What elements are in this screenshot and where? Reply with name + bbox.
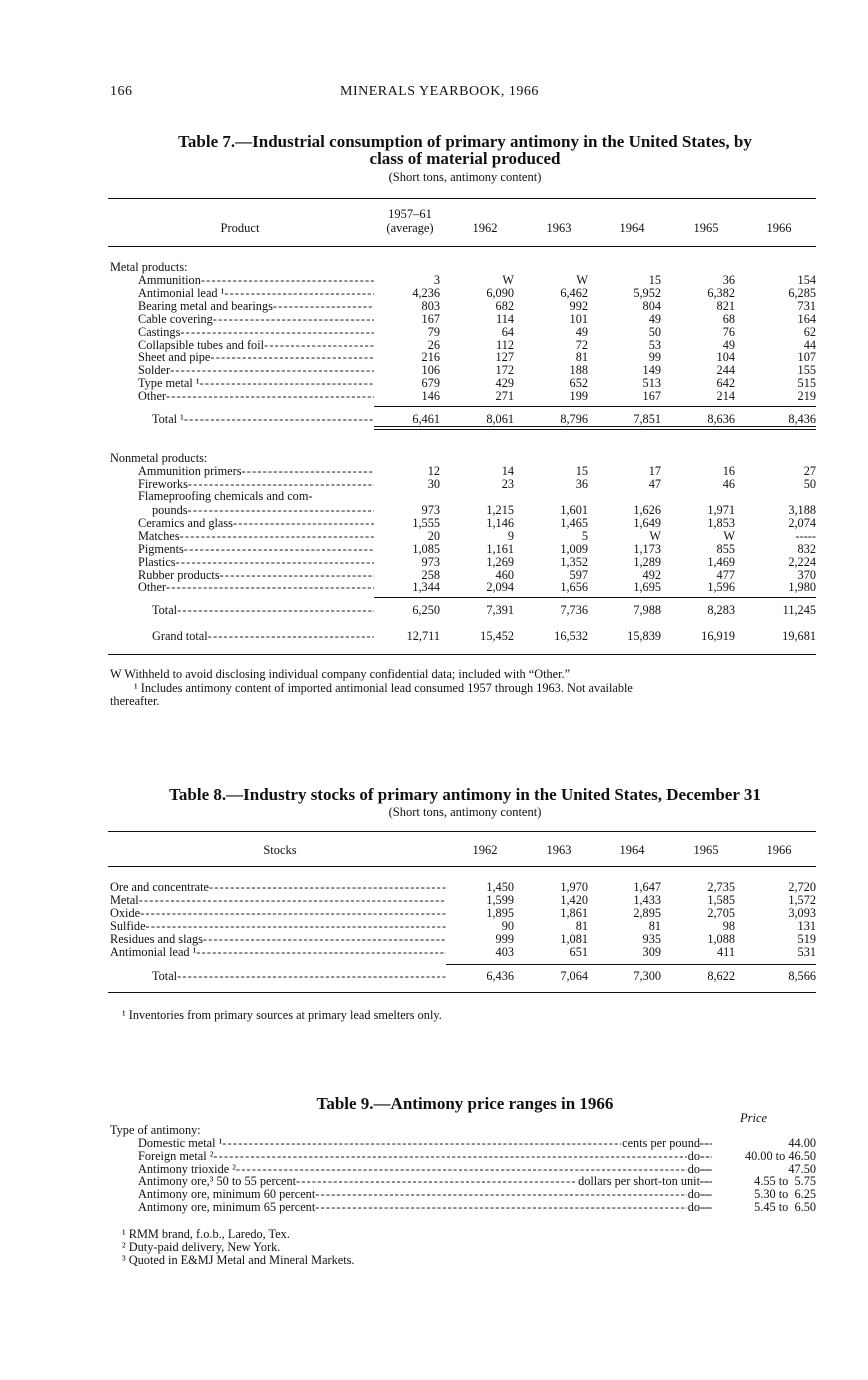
table8-total-rule <box>446 964 816 965</box>
row-value: 515 <box>797 376 816 391</box>
row-label: Bearing metal and bearings ----- <box>138 300 374 313</box>
row-value: 8,436 <box>788 412 816 426</box>
row-value: 49 <box>575 324 588 339</box>
row-value: 167 <box>642 389 661 404</box>
row-value: 7,736 <box>560 603 588 617</box>
row-label: Ore and concentrate ----- <box>110 881 446 894</box>
row-value: 81 <box>648 918 661 933</box>
row-value: 1,585 <box>707 892 735 907</box>
table7-col-product: Product <box>220 221 260 235</box>
row-value: 411 <box>717 944 735 959</box>
table7-col-avg-line2: (average) <box>386 221 434 235</box>
row-label: Antimonial lead ¹ ----- <box>138 287 374 300</box>
row-value: 477 <box>716 568 735 582</box>
row-value: 992 <box>569 298 588 313</box>
row-label: Oxide ----- <box>110 907 446 920</box>
table7-metal-heading: Metal products: <box>110 260 188 274</box>
row-value: 114 <box>496 311 514 326</box>
row-value: 821 <box>716 298 735 313</box>
row-value: 1,433 <box>633 892 661 907</box>
price-value: 5.30 to 6.25 <box>754 1187 816 1202</box>
row-value: 47 <box>648 477 661 491</box>
row-value: 50 <box>648 324 661 339</box>
row-value: 1,009 <box>560 542 588 556</box>
table7-flameproofing-line1: Flameproofing chemicals and com- <box>138 489 313 503</box>
row-value: 2,735 <box>707 880 735 894</box>
row-value: 731 <box>797 298 816 313</box>
row-label: Ceramics and glass ----- <box>138 517 374 530</box>
table8-title: Table 8.—Industry stocks of primary antimony in the United States, December 31 <box>169 785 761 804</box>
row-label: Sheet and pipe ----- <box>138 351 374 364</box>
price-value: 40.00 to 46.50 <box>744 1148 816 1163</box>
row-value: 6,090 <box>486 285 514 300</box>
row-label: Other ----- <box>138 390 374 403</box>
row-value: 1,572 <box>788 892 816 907</box>
row-value: 271 <box>495 389 514 404</box>
table9-footnote: ³ Quoted in E&MJ Metal and Mineral Markets. <box>122 1253 355 1267</box>
row-value: 188 <box>569 363 588 378</box>
table7-col-1962: 1962 <box>472 221 498 235</box>
row-value: 804 <box>642 298 661 313</box>
row-value: 6,285 <box>788 285 816 300</box>
row-value: 101 <box>569 311 588 326</box>
row-label: Solder ----- <box>138 364 374 377</box>
row-value: 172 <box>495 363 514 378</box>
row-value: 1,161 <box>486 542 514 556</box>
row-value: 15,452 <box>480 629 514 643</box>
row-value: 164 <box>797 311 816 326</box>
row-value: 642 <box>716 376 735 391</box>
row-value: 2,074 <box>788 516 816 530</box>
table9-footnote: ² Duty-paid delivery, New York. <box>122 1240 281 1254</box>
table8-col-1962: 1962 <box>472 843 498 857</box>
row-value: 30 <box>427 477 440 491</box>
table7-footnote-1-line2: thereafter. <box>110 694 160 708</box>
row-value: 199 <box>569 389 588 404</box>
row-label: Total ----- <box>152 604 374 617</box>
table7-subtitle: (Short tons, antimony content) <box>388 170 542 184</box>
row-label: Sulfide ----- <box>110 920 446 933</box>
row-value: 7,851 <box>633 412 661 426</box>
row-value: 19,681 <box>782 629 816 643</box>
row-value: 49 <box>648 311 661 326</box>
row-value: 2,720 <box>788 880 816 894</box>
row-value: 154 <box>797 273 816 287</box>
table7-col-1965: 1965 <box>693 221 719 235</box>
row-value: 98 <box>722 918 735 933</box>
row-value: W <box>576 273 588 287</box>
row-value: 6,436 <box>486 969 514 983</box>
table8-subtitle: (Short tons, antimony content) <box>388 805 542 819</box>
row-value: 8,796 <box>560 412 588 426</box>
row-value: 1,269 <box>486 555 514 569</box>
row-label: Residues and slags ----- <box>110 933 446 946</box>
price-label: Antimony ore,³ 50 to 55 percent ----- <box>138 1175 712 1188</box>
price-unit: cents per pound <box>622 1136 700 1150</box>
row-value: 531 <box>797 944 816 959</box>
price-label: Antimony ore, minimum 60 percent ----- <box>138 1188 712 1201</box>
table7-col-1964: 1964 <box>619 221 645 235</box>
row-value: 16 <box>722 464 735 478</box>
row-value: W <box>502 273 514 287</box>
row-label: Matches ----- <box>138 530 374 543</box>
row-value: 3,188 <box>788 503 816 517</box>
row-value: 107 <box>797 350 816 365</box>
row-value: 6,250 <box>412 603 440 617</box>
row-value: 76 <box>722 324 735 339</box>
row-value: 1,352 <box>560 555 588 569</box>
table9-title: Table 9.—Antimony price ranges in 1966 <box>316 1094 614 1113</box>
table7-col-1966: 1966 <box>766 221 792 235</box>
price-unit: do <box>687 1187 700 1202</box>
row-label: Total ----- <box>152 970 446 983</box>
price-unit-leader <box>700 1137 712 1150</box>
row-value: 1,895 <box>486 905 514 920</box>
row-value: 519 <box>797 931 816 946</box>
row-value: 1,649 <box>633 516 661 530</box>
row-value: 1,626 <box>633 503 661 517</box>
row-value: 4,236 <box>412 285 440 300</box>
price-label: Antimony trioxide ² ----- <box>138 1163 712 1176</box>
row-value: 16,532 <box>554 629 588 643</box>
row-value: 2,705 <box>707 905 735 920</box>
running-head: MINERALS YEARBOOK, 1966 <box>340 84 539 99</box>
row-value: 16,919 <box>701 629 735 643</box>
table8-col-1963: 1963 <box>546 843 572 857</box>
row-value: 8,636 <box>707 412 735 426</box>
row-value: 652 <box>569 376 588 391</box>
price-label: Domestic metal ¹ ----- <box>138 1137 712 1150</box>
row-value: 1,970 <box>560 880 588 894</box>
row-value: 244 <box>716 363 735 378</box>
row-value: 6,462 <box>560 285 588 300</box>
table9-price-header: Price <box>740 1111 768 1125</box>
table7-nonmetal-heading: Nonmetal products: <box>110 451 208 465</box>
row-value: 2,224 <box>788 555 816 569</box>
row-value: 855 <box>716 542 735 556</box>
row-value: 1,601 <box>560 503 588 517</box>
row-value: W <box>723 529 735 543</box>
price-label: Foreign metal ² ----- <box>138 1150 712 1163</box>
row-value: 429 <box>495 376 514 391</box>
table8-col-1964: 1964 <box>619 843 645 857</box>
row-label: Antimonial lead ¹ ----- <box>110 946 446 959</box>
price-value: 44.00 <box>788 1136 816 1150</box>
row-value: 216 <box>421 350 440 365</box>
row-value: 112 <box>496 337 514 352</box>
row-label: Castings ----- <box>138 326 374 339</box>
row-label: Ammunition ----- <box>138 274 374 287</box>
row-value: 9 <box>507 529 514 543</box>
row-value: 258 <box>421 568 440 582</box>
row-value: 5 <box>581 529 588 543</box>
row-value: 1,146 <box>486 516 514 530</box>
row-value: 79 <box>427 324 440 339</box>
row-value: 1,596 <box>707 580 735 594</box>
row-value: 6,382 <box>707 285 735 300</box>
row-value: 1,853 <box>707 516 735 530</box>
row-value: 1,085 <box>412 542 440 556</box>
price-value: 4.55 to 5.75 <box>754 1174 816 1189</box>
row-value: 7,988 <box>633 603 661 617</box>
row-value: ----- <box>795 529 816 543</box>
row-value: 49 <box>722 337 735 352</box>
row-value: 513 <box>642 376 661 391</box>
row-label: Type metal ¹ ----- <box>138 377 374 390</box>
row-value: 1,656 <box>560 580 588 594</box>
row-label: Pigments ----- <box>138 543 374 556</box>
price-value: 5.45 to 6.50 <box>754 1200 816 1214</box>
row-value: 370 <box>797 568 816 582</box>
table8-top-rule <box>108 831 816 832</box>
row-value: 1,599 <box>486 892 514 907</box>
row-value: 1,555 <box>412 516 440 530</box>
row-value: 999 <box>495 931 514 946</box>
row-label: Collapsible tubes and foil ----- <box>138 339 374 352</box>
row-value: 1,695 <box>633 580 661 594</box>
table8-bottom-rule <box>108 992 816 993</box>
row-value: W <box>649 529 661 543</box>
price-unit: do <box>687 1161 700 1176</box>
row-value: 36 <box>575 477 588 491</box>
price-unit-leader <box>700 1150 712 1163</box>
row-value: 1,861 <box>560 905 588 920</box>
row-value: 127 <box>495 350 514 365</box>
table7-footnote-w: W Withheld to avoid disclosing individual company confidential data; included with “Other.” <box>110 667 571 681</box>
row-value: 7,064 <box>560 969 588 983</box>
table9-type-heading: Type of antimony: <box>110 1123 201 1137</box>
price-unit-leader <box>700 1201 712 1214</box>
row-label: Total ¹ ----- <box>152 413 374 426</box>
row-value: 90 <box>501 918 514 933</box>
row-value: 12,711 <box>406 629 440 643</box>
table7-title-line2: class of material produced <box>369 149 561 168</box>
table7-nonmetal-total-rule <box>374 597 816 598</box>
row-value: 1,081 <box>560 931 588 946</box>
row-label: Other ----- <box>138 581 374 594</box>
row-value: 14 <box>501 464 514 478</box>
row-value: 23 <box>501 477 514 491</box>
row-value: 64 <box>501 324 514 339</box>
page-number: 166 <box>110 84 133 99</box>
row-label: Rubber products ----- <box>138 569 374 582</box>
row-value: 7,391 <box>486 603 514 617</box>
row-value: 11,245 <box>782 603 816 617</box>
row-value: 1,980 <box>788 580 816 594</box>
row-value: 27 <box>803 464 816 478</box>
price-unit-leader <box>700 1175 712 1188</box>
table7-footnote-1-line1: ¹ Includes antimony content of imported antimonial lead consumed 1957 through 1963. Not available <box>134 681 633 695</box>
row-value: 682 <box>495 298 514 313</box>
row-value: 104 <box>716 350 735 365</box>
row-value: 1,344 <box>412 580 440 594</box>
row-value: 1,088 <box>707 931 735 946</box>
row-value: 1,465 <box>560 516 588 530</box>
price-label: Antimony ore, minimum 65 percent ----- <box>138 1201 712 1214</box>
row-value: 53 <box>648 337 661 352</box>
row-value: 167 <box>421 311 440 326</box>
row-value: 973 <box>421 555 440 569</box>
row-value: 15 <box>575 464 588 478</box>
row-value: 20 <box>427 529 440 543</box>
row-value: 973 <box>421 503 440 517</box>
row-label: Fireworks ----- <box>138 478 374 491</box>
price-unit: do <box>687 1200 700 1214</box>
row-value: 1,215 <box>486 503 514 517</box>
row-value: 6,461 <box>412 412 440 426</box>
row-value: 1,173 <box>633 542 661 556</box>
table7-header-rule <box>108 246 816 247</box>
row-value: 1,971 <box>707 503 735 517</box>
row-label: pounds ----- <box>152 504 374 517</box>
row-value: 1,469 <box>707 555 735 569</box>
row-value: 3,093 <box>788 905 816 920</box>
row-value: 62 <box>803 324 816 339</box>
row-value: 935 <box>642 931 661 946</box>
row-value: 68 <box>722 311 735 326</box>
table8-header-rule <box>108 866 816 867</box>
row-value: 5,952 <box>633 285 661 300</box>
row-value: 597 <box>569 568 588 582</box>
row-value: 99 <box>648 350 661 365</box>
row-value: 15,839 <box>627 629 661 643</box>
row-value: 3 <box>433 273 440 287</box>
table7-col-avg-line1: 1957–61 <box>388 207 432 221</box>
row-value: 8,283 <box>707 603 735 617</box>
price-unit-leader <box>700 1188 712 1201</box>
table7-title-line1: Table 7.—Industrial consumption of primary antimony in the United States, by <box>178 132 752 151</box>
row-label: Cable covering ----- <box>138 313 374 326</box>
row-value: 131 <box>797 918 816 933</box>
row-value: 81 <box>575 918 588 933</box>
price-value: 47.50 <box>788 1161 816 1176</box>
row-value: 679 <box>421 376 440 391</box>
table8-col-1965: 1965 <box>693 843 719 857</box>
table8-footnote-1: ¹ Inventories from primary sources at primary lead smelters only. <box>122 1008 442 1022</box>
row-value: 36 <box>722 273 735 287</box>
row-label: Metal ----- <box>110 894 446 907</box>
row-value: 17 <box>648 464 661 478</box>
row-value: 1,647 <box>633 880 661 894</box>
row-label: Grand total ----- <box>152 630 374 643</box>
row-value: 1,450 <box>486 880 514 894</box>
row-value: 832 <box>797 542 816 556</box>
row-value: 50 <box>803 477 816 491</box>
row-value: 403 <box>495 944 514 959</box>
row-value: 15 <box>648 273 661 287</box>
row-label: Plastics ----- <box>138 556 374 569</box>
row-value: 12 <box>427 464 440 478</box>
row-value: 803 <box>421 298 440 313</box>
table9-footnote: ¹ RMM brand, f.o.b., Laredo, Tex. <box>122 1227 290 1241</box>
row-value: 2,094 <box>486 580 514 594</box>
row-value: 8,622 <box>707 969 735 983</box>
price-unit: do <box>687 1148 700 1163</box>
table7-col-1963: 1963 <box>546 221 572 235</box>
row-value: 8,566 <box>788 969 816 983</box>
row-value: 26 <box>427 337 440 352</box>
row-value: 219 <box>797 389 816 404</box>
row-value: 8,061 <box>486 412 514 426</box>
price-unit: dollars per short-ton unit <box>578 1174 700 1189</box>
row-value: 149 <box>642 363 661 378</box>
row-value: 1,289 <box>633 555 661 569</box>
row-value: 214 <box>716 389 735 404</box>
row-value: 44 <box>803 337 816 352</box>
table8-col-stocks: Stocks <box>263 843 297 857</box>
row-label: Ammunition primers ----- <box>138 465 374 478</box>
table7-metal-total-rule <box>374 406 816 407</box>
row-value: 146 <box>421 389 440 404</box>
row-value: 2,895 <box>633 905 661 920</box>
row-value: 155 <box>797 363 816 378</box>
row-value: 72 <box>575 337 588 352</box>
row-value: 81 <box>575 350 588 365</box>
table8-col-1966: 1966 <box>766 843 792 857</box>
row-value: 46 <box>722 477 735 491</box>
row-value: 1,420 <box>560 892 588 907</box>
row-value: 106 <box>421 363 440 378</box>
row-value: 460 <box>495 568 514 582</box>
row-value: 309 <box>642 944 661 959</box>
row-value: 651 <box>569 944 588 959</box>
table7-bottom-rule <box>108 654 816 655</box>
table7-metal-total-double-rule <box>374 426 816 430</box>
price-unit-leader <box>700 1163 712 1176</box>
row-value: 7,300 <box>633 969 661 983</box>
row-value: 492 <box>642 568 661 582</box>
table7-top-rule <box>108 198 816 199</box>
